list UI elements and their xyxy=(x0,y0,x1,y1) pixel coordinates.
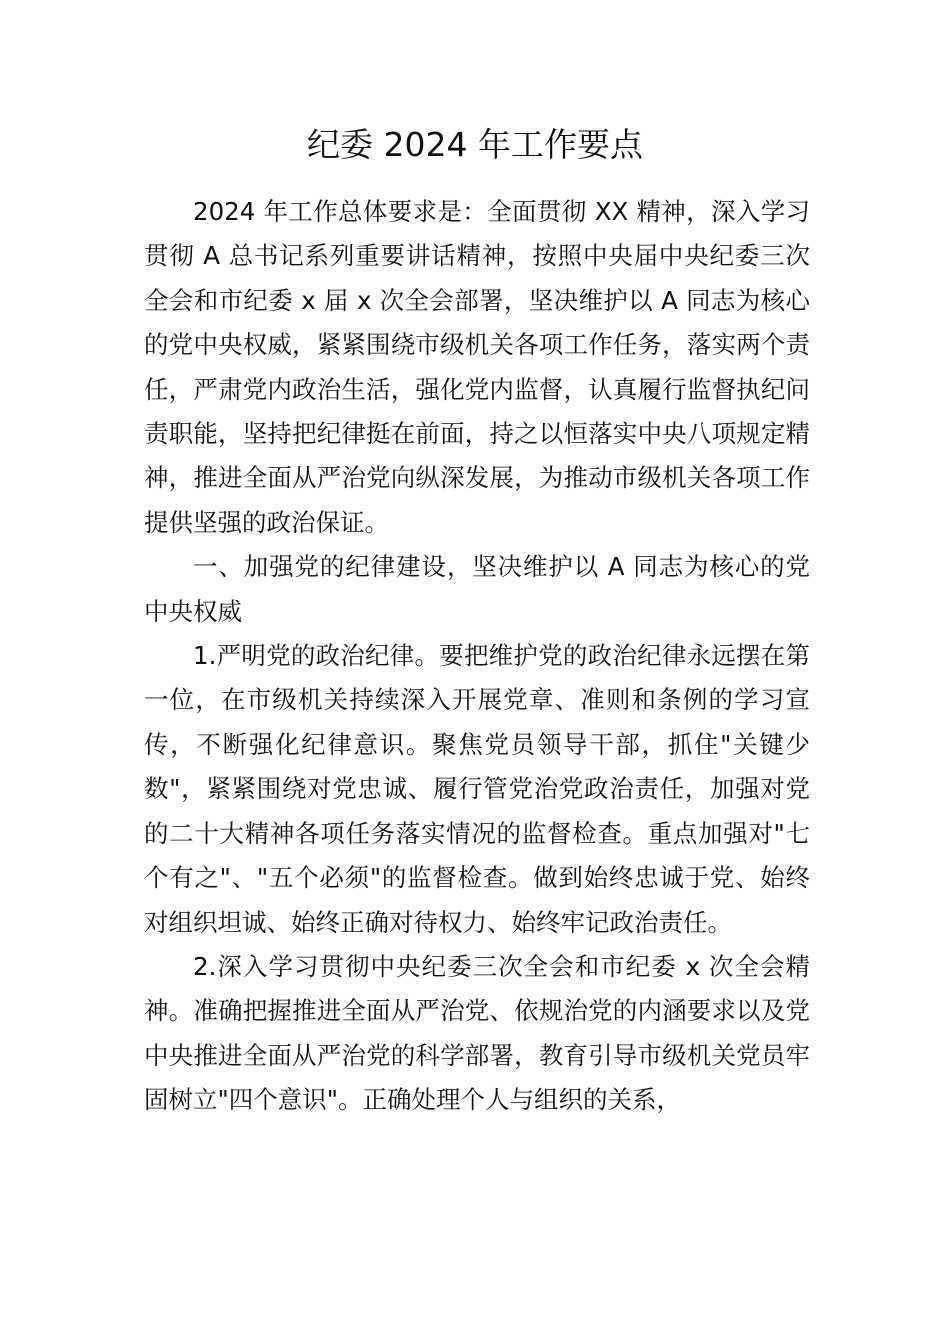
item-paragraph-1: 1.严明党的政治纪律。要把维护党的政治纪律永远摆在第一位，在市级机关持续深入开展党章、准则和条例的学习宣传，不断强化纪律意识。聚焦党员领导干部，抓住"关键少数"，紧紧围绕对党忠诚、履行管党治党政治责任，加强对党的二十大精神各项任务落实情况的监督检查。重点加强对"七个有之"、"五个必须"的监督检查。做到始终忠诚于党、始终对组织坦诚、始终正确对待权力、始终牢记政治责任。 xyxy=(144,641,810,937)
intro-paragraph: 2024 年工作总体要求是：全面贯彻 XX 精神，深入学习贯彻 A 总书记系列重要讲话精神，按照中央届中央纪委三次全会和市纪委 x 届 x 次全会部署，坚决维护以 A 同志为核心的党中央权威，紧紧围绕市级机关各项工作任务，落实两个责任，严肃党内政治生活，强化党内监督，认真履行监督执纪问责职能，坚持把纪律挺在前面，持之以恒落实中央八项规定精神，推进全面从严治党向纵深发展，为推动市级机关各项工作提供坚强的政治保证。 xyxy=(144,197,810,537)
document-body xyxy=(144,190,810,1123)
document-title: 纪委 2024 年工作要点 xyxy=(307,125,643,164)
section-heading-1: 一、加强党的纪律建设，坚决维护以 A 同志为核心的党中央权威 xyxy=(144,552,810,626)
item-paragraph-2: 2.深入学习贯彻中央纪委三次全会和市纪委 x 次全会精神。准确把握推进全面从严治党、依规治党的内涵要求以及党中央推进全面从严治党的科学部署，教育引导市级机关党员牢固树立"四个意识"。正确处理个人与组织的关系， xyxy=(144,951,810,1115)
